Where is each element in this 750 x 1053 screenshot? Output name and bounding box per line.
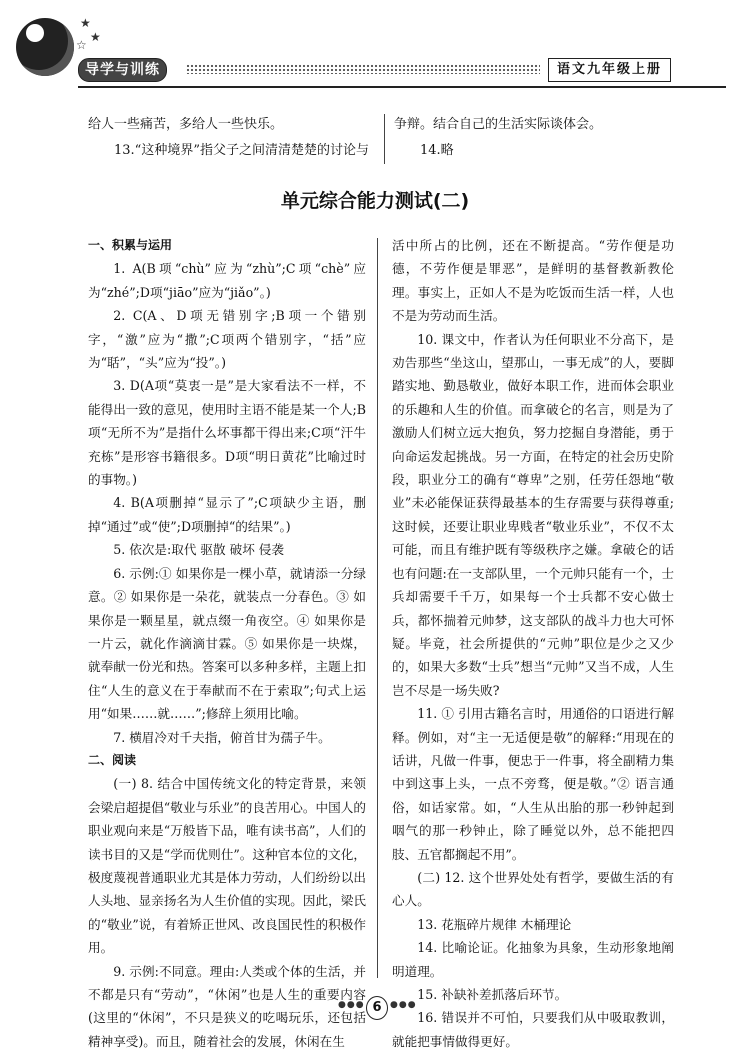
header-dot-pattern	[186, 64, 540, 74]
answers-right-column	[392, 234, 674, 1053]
section-heading: 一、积累与运用	[88, 238, 173, 252]
text-line: 给人一些痛苦，多给人一些快乐。	[88, 117, 284, 132]
text-line: 13.“这种境界”指父子之间清清楚楚的讨论与	[114, 143, 369, 158]
header-rule	[78, 86, 726, 88]
answer-paragraph: 14. 比喻论证。化抽象为具象，生动形象地阐明道理。	[392, 940, 674, 979]
answer-paragraph: 6. 示例:① 如果你是一棵小草，就请添一分绿意。② 如果你是一朵花，就装点一分春色。③ 如果你是一颗星星，就点缀一角夜空。④ 如果你是一片云，就化作滴滴甘霖。⑤ 如果你是一块煤，就奉献一份光和热。答案可以多种多样，主题上扣住“人生的意义在于奉献而不在于索取”;句式上运用“如果……就……”;修辞上须用比喻。	[88, 565, 366, 722]
answer-paragraph: (一) 8. 结合中国传统文化的特定背景，来领会梁启超提倡“敬业与乐业”的良苦用心。中国人的职业观向来是“万般皆下品，唯有读书高”，人们的读书目的又是“学而优则仕”。这种官本位的文化，极度蔑视普通职业尤其是体力劳动，人们纷纷以出人头地、显亲扬名为人生价值的实现。因此，梁氏的“敬业”说，有着矫正世风、改良国民性的积极作用。	[88, 776, 366, 956]
answer-paragraph: 1. A(B项“chù”应为“zhù”;C项“chè”应为“zhé”;D项“jiāo”应为“jiǎo”。)	[88, 261, 366, 300]
answer-paragraph: 5. 依次是:取代 驱散 破坏 侵袭	[113, 542, 284, 558]
logo-emblem	[16, 18, 74, 76]
text-line: 争辩。结合自己的生活实际谈体会。	[394, 117, 603, 132]
star-icon: ★	[80, 16, 91, 30]
section-title: 单元综合能力测试(二)	[280, 190, 470, 212]
answer-paragraph: 4. B(A项删掉“显示了”;C项缺少主语，删掉“通过”或“使”;D项删掉“的结果”。)	[88, 495, 366, 534]
answer-paragraph: (二) 12. 这个世界处处有哲学，要做生活的有心人。	[392, 869, 674, 909]
text-line: 14.略	[420, 143, 454, 158]
answer-paragraph: 活中所占的比例，还在不断提高。“劳作便是功德，不劳作便是罪恶”，是鲜明的基督教新教伦理。事实上，正如人不是为吃饭而生活一样，人也不是为劳动而生活。	[392, 238, 674, 324]
page-number: 6	[366, 996, 388, 1020]
star-icon: ★	[90, 30, 101, 44]
answer-paragraph: 9. 示例:不同意。理由:人类或个体的生活，并不都是只有“劳动”，“休闲”也是人生的重要内容(这里的“休闲”，不只是狭义的吃喝玩乐，还包括精神享受)。而且，随着社会的发展，休闲在生	[88, 963, 366, 1049]
page-header	[0, 0, 750, 92]
answer-paragraph: 13. 花瓶碎片规律 木桶理论	[417, 916, 572, 932]
series-brand: 导学与训练	[78, 58, 167, 82]
column-divider	[384, 114, 385, 164]
dots-icon: ●●●	[338, 1000, 365, 1010]
answer-paragraph: 3. D(A项“莫衷一是”是大家看法不一样，不能得出一致的意见，使用时主语不能是某一个人;B项“无所不为”是指什么坏事都干得出来;C项“汗牛充栋”是形容书籍很多。D项“明日黄花”比喻过时的事物。)	[88, 378, 366, 488]
answer-paragraph: 11. ① 引用古籍名言时，用通俗的口语进行解释。例如，对“主一无适便是敬”的解释:“用现在的话讲，凡做一件事，便忠于一件事，将全副精力集中到这事上头，一点不旁骛，便是敬。”② 语言通俗，如话家常。如，“人生从出胎的那一秒钟起到咽气的那一秒钟止，除了睡觉以外，总不能把四肢、五官都搁起不用”。	[392, 706, 674, 862]
carryover-left	[88, 112, 370, 164]
dots-icon: ●●●	[390, 1000, 417, 1010]
answer-paragraph: 7. 横眉冷对千夫指，俯首甘为孺子牛。	[113, 729, 331, 745]
answer-paragraph: 16. 错误并不可怕，只要我们从中吸取教训，就能把事情做得更好。	[392, 1010, 674, 1049]
star-icon: ☆	[76, 38, 87, 52]
section-heading: 二、阅读	[88, 752, 137, 767]
answer-paragraph: 10. 课文中，作者认为任何职业不分高下，是劝告那些“坐这山，望那山，一事无成”的人，要脚踏实地、勤恳敬业，做好本职工作，进而体会职业的乐趣和人生的价值。而拿破仑的名言，则是为了激励人们树立远大抱负，努力挖掘自身潜能，勇于向命运发起挑战。另一方面，在特定的社会历史阶段，职业分工的确有“尊卑”之别，任劳任怨地“敬业”未必能保证获得最基本的生存需要与获得尊重;这时候，还要让职业卑贱者“敬业乐业”，不仅不太可能，而且有维护既有等级秩序之嫌。拿破仑的话也有问题:在一支部队里，一个元帅只能有一个，士兵却需要千千万，如果每一个士兵都不安心做士兵，都怀揣着元帅梦，这支部队的战斗力也大可怀疑。毕竟，社会所提供的“元帅”职位是少之又少的，如果大多数“士兵”想当“元帅”又当不成，人生岂不尽是一场失败?	[392, 331, 674, 698]
carryover-right	[394, 112, 694, 164]
answer-paragraph: 2. C(A、D项无错别字;B项一个错别字，“激”应为“撒”;C项两个错别字，“括”应为“聒”，“头”应为“投”。)	[88, 308, 366, 371]
book-grade-label: 语文九年级上册	[548, 58, 671, 82]
answers-left-column	[88, 234, 366, 1053]
answer-paragraph: 15. 补缺补差抓落后环节。	[417, 987, 568, 1002]
page-number-footer	[338, 996, 417, 1020]
column-divider	[377, 238, 378, 978]
